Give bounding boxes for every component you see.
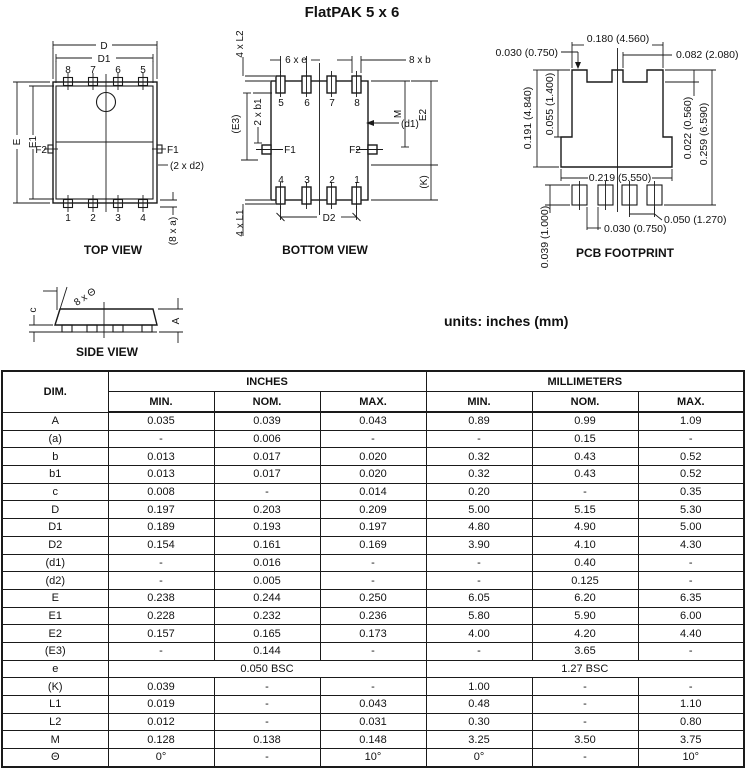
table-row (2, 749, 744, 767)
dim-label-D: D (100, 41, 108, 52)
dim-value-cell: 0.40 (532, 554, 638, 572)
dim-value-cell: 0.019 (108, 696, 214, 714)
dim-value-cell: 0.043 (320, 696, 426, 714)
pin-number: 5 (140, 65, 146, 76)
dim-value-cell: 10° (320, 749, 426, 767)
dim-top-right: 0.082 (2.080) (676, 49, 739, 61)
dim-value-cell: 0.006 (214, 430, 320, 448)
dim-value-cell: 0.99 (532, 412, 638, 430)
dim-label-cell: e (2, 660, 108, 678)
dim-label-cell: D2 (2, 536, 108, 554)
dim-pad-height: 0.039 (1.000) (539, 205, 551, 269)
dim-value-cell: - (108, 554, 214, 572)
table-row (2, 483, 744, 501)
dim-value-cell: 0.197 (320, 519, 426, 537)
dim-value-cell: - (214, 749, 320, 767)
pcb-footprint-diagram (496, 33, 739, 268)
dim-value-cell: 0.20 (426, 483, 532, 501)
side-view-caption: SIDE VIEW (75, 345, 139, 359)
dim-value-cell: 0.020 (320, 448, 426, 466)
dim-value-cell: 1.10 (638, 696, 744, 714)
top-view-caption: TOP VIEW (83, 243, 143, 257)
dim-value-cell: 0.189 (108, 519, 214, 537)
dim-value-cell: 0.32 (426, 448, 532, 466)
bottom-view-bottom-pads (276, 175, 361, 209)
dim-value-cell: 0.125 (532, 572, 638, 590)
dim-label-cell: b1 (2, 466, 108, 484)
header-in-nom: NOM. (214, 392, 320, 413)
dim-value-cell: 1.09 (638, 412, 744, 430)
dim-value-cell: 0.52 (638, 448, 744, 466)
dim-value-cell: 0.020 (320, 466, 426, 484)
side-view-diagram (28, 286, 183, 359)
dim-value-cell: 3.25 (426, 731, 532, 749)
page-title: FlatPAK 5 x 6 (304, 4, 400, 21)
dim-value-cell: 6.05 (426, 589, 532, 607)
dim-value-cell: 0.52 (638, 466, 744, 484)
table-row (2, 430, 744, 448)
dim-label-2xd2: (2 x d2) (170, 161, 204, 172)
dim-value-cell: 3.65 (532, 642, 638, 660)
dim-label-cell: L1 (2, 696, 108, 714)
dim-value-cell: 0.039 (108, 678, 214, 696)
dim-value-cell: 0.138 (214, 731, 320, 749)
dim-value-cell: - (108, 430, 214, 448)
dim-value-cell: 5.00 (426, 501, 532, 519)
dim-value-cell: 0.43 (532, 448, 638, 466)
pin-number: 1 (354, 175, 360, 186)
pin-number: 7 (90, 65, 96, 76)
header-inches: INCHES (108, 371, 426, 392)
pcb-bottom-pads (572, 181, 662, 210)
dim-value-cell: 0.169 (320, 536, 426, 554)
pin-number: 3 (115, 213, 121, 224)
header-mm-nom: NOM. (532, 392, 638, 413)
dim-value-cell: - (426, 642, 532, 660)
pin-number: 8 (354, 98, 360, 109)
table-row (2, 678, 744, 696)
dim-value-cell: - (214, 678, 320, 696)
dim-label-F1: F1 (167, 145, 179, 156)
dim-label-F2: F2 (35, 145, 47, 156)
dim-label-cell: L2 (2, 713, 108, 731)
pin-number: 7 (329, 98, 335, 109)
dim-value-cell: 3.75 (638, 731, 744, 749)
dim-value-cell: 0.48 (426, 696, 532, 714)
dim-label-cell: E1 (2, 607, 108, 625)
dim-value-cell: 0° (426, 749, 532, 767)
table-row (2, 572, 744, 590)
dim-label-D2: D2 (322, 213, 336, 224)
pin-number: 6 (304, 98, 310, 109)
dim-value-cell: 0.043 (320, 412, 426, 430)
dim-label-cell: E (2, 589, 108, 607)
dim-label-c: c (28, 307, 39, 313)
dim-value-cell: 10° (638, 749, 744, 767)
dim-value-cell: - (426, 554, 532, 572)
dim-value-cell: 0.173 (320, 625, 426, 643)
dim-value-cell: 0.012 (108, 713, 214, 731)
dim-pad-gap: 0.030 (0.750) (604, 223, 667, 235)
table-row (2, 607, 744, 625)
dim-label-E: E (12, 138, 23, 146)
dim-value-cell: 4.20 (532, 625, 638, 643)
dim-value-cell: 1.00 (426, 678, 532, 696)
dim-label-A: A (171, 317, 182, 325)
dim-label-D1: D1 (97, 54, 111, 65)
dim-value-cell: 3.90 (426, 536, 532, 554)
pin-number: 8 (65, 65, 71, 76)
dim-label-F1: F1 (284, 145, 296, 156)
dim-value-cell: 0.013 (108, 466, 214, 484)
dim-left-inner: 0.055 (1.400) (544, 72, 556, 136)
dim-value-cell: 0.238 (108, 589, 214, 607)
dim-value-cell: 5.80 (426, 607, 532, 625)
dim-label-8xb: 8 x b (409, 55, 431, 66)
dim-value-cell: 0.039 (214, 412, 320, 430)
pcb-footprint-caption: PCB FOOTPRINT (576, 246, 674, 260)
dim-value-cell: - (532, 749, 638, 767)
dim-value-cell: 0.013 (108, 448, 214, 466)
dim-right-inner: 0.022 (0.560) (682, 96, 694, 160)
dim-value-cell: 0.197 (108, 501, 214, 519)
dim-label-d1: (d1) (401, 119, 419, 130)
dim-value-cell: - (320, 642, 426, 660)
table-header-row-minmax (2, 392, 744, 413)
dim-table-body (2, 412, 744, 767)
dim-value-cell: 0.35 (638, 483, 744, 501)
pin-number: 2 (90, 213, 96, 224)
table-row (2, 448, 744, 466)
table-row (2, 519, 744, 537)
bottom-view-top-pads (276, 71, 361, 109)
dim-label-K: (K) (419, 175, 430, 189)
dim-value-cell: - (638, 572, 744, 590)
dim-value-cell: 4.30 (638, 536, 744, 554)
dim-value-cell: 0.157 (108, 625, 214, 643)
table-row (2, 554, 744, 572)
top-view-diagram (12, 41, 204, 257)
header-in-min: MIN. (108, 392, 214, 413)
units-note: units: inches (mm) (444, 313, 569, 329)
pin-number: 2 (329, 175, 335, 186)
dim-value-cell: 1.27 BSC (426, 660, 744, 678)
table-header-row-groups (2, 371, 744, 392)
header-millimeters: MILLIMETERS (426, 371, 744, 392)
dim-value-cell: 0.30 (426, 713, 532, 731)
dim-label-4xL1: 4 x L1 (235, 209, 246, 237)
dimension-table (1, 370, 745, 768)
dim-value-cell: - (108, 572, 214, 590)
dim-value-cell: 0.165 (214, 625, 320, 643)
dim-value-cell: 0.161 (214, 536, 320, 554)
dim-value-cell: - (320, 554, 426, 572)
dim-value-cell: - (638, 554, 744, 572)
table-row (2, 412, 744, 430)
pin-number: 6 (115, 65, 121, 76)
dim-value-cell: 0.035 (108, 412, 214, 430)
dim-value-cell: 3.50 (532, 731, 638, 749)
dim-value-cell: 4.80 (426, 519, 532, 537)
dim-value-cell: 5.00 (638, 519, 744, 537)
dim-value-cell: - (320, 430, 426, 448)
dim-value-cell: 0.80 (638, 713, 744, 731)
dim-label-8xa: (8 x a) (168, 216, 179, 246)
table-row (2, 501, 744, 519)
dim-value-cell: 5.15 (532, 501, 638, 519)
table-row (2, 536, 744, 554)
dim-value-cell: - (638, 642, 744, 660)
dim-value-cell: 0.15 (532, 430, 638, 448)
dim-mid-width: 0.219 (5.550) (588, 172, 652, 184)
dim-value-cell: 0.32 (426, 466, 532, 484)
dim-value-cell: - (638, 430, 744, 448)
dim-value-cell: 0.193 (214, 519, 320, 537)
dim-value-cell: 0.014 (320, 483, 426, 501)
dim-value-cell: 0.154 (108, 536, 214, 554)
table-row (2, 642, 744, 660)
dim-label-cell: (d1) (2, 554, 108, 572)
table-row (2, 713, 744, 731)
dim-value-cell: 0.144 (214, 642, 320, 660)
dim-pad-pitch: 0.050 (1.270) (664, 214, 727, 226)
dim-value-cell: 0.128 (108, 731, 214, 749)
bottom-view-caption: BOTTOM VIEW (282, 243, 368, 257)
dim-value-cell: - (532, 713, 638, 731)
dim-value-cell: 0.209 (320, 501, 426, 519)
dim-value-cell: - (532, 678, 638, 696)
dim-value-cell: 0.43 (532, 466, 638, 484)
dim-value-cell: 0.236 (320, 607, 426, 625)
dim-label-M: M (393, 109, 404, 119)
dim-value-cell: - (426, 430, 532, 448)
dim-value-cell: - (214, 696, 320, 714)
dim-label-E1: E1 (28, 135, 39, 149)
dim-value-cell: 0.228 (108, 607, 214, 625)
dim-label-2xb1: 2 x b1 (253, 98, 264, 126)
dim-value-cell: 0.017 (214, 466, 320, 484)
header-mm-max: MAX. (638, 392, 744, 413)
table-row (2, 589, 744, 607)
dim-value-cell: 6.20 (532, 589, 638, 607)
dim-value-cell: 5.30 (638, 501, 744, 519)
side-view-pins (62, 325, 152, 332)
table-row (2, 625, 744, 643)
table-row (2, 731, 744, 749)
pin-number: 1 (65, 213, 71, 224)
dim-label-F2: F2 (349, 145, 361, 156)
header-mm-min: MIN. (426, 392, 532, 413)
dim-value-cell: - (320, 572, 426, 590)
dim-value-cell: 0.89 (426, 412, 532, 430)
dim-value-cell: - (214, 713, 320, 731)
dim-value-cell: 0.244 (214, 589, 320, 607)
dim-label-cell: A (2, 412, 108, 430)
dim-value-cell: 0.148 (320, 731, 426, 749)
dim-label-cell: D1 (2, 519, 108, 537)
dim-label-theta: 8 x Θ (72, 286, 99, 309)
dim-label-cell: (d2) (2, 572, 108, 590)
dim-right-outer: 0.259 (6.590) (698, 102, 710, 166)
dim-value-cell: 0.050 BSC (108, 660, 426, 678)
dim-label-cell: D (2, 501, 108, 519)
dim-label-E3: (E3) (231, 114, 242, 134)
dim-value-cell: 0.005 (214, 572, 320, 590)
dim-value-cell: 0.016 (214, 554, 320, 572)
table-row (2, 466, 744, 484)
dim-value-cell: - (532, 696, 638, 714)
pin-number: 4 (278, 175, 284, 186)
dim-label-cell: b (2, 448, 108, 466)
dim-value-cell: - (108, 642, 214, 660)
dim-value-cell: 0.250 (320, 589, 426, 607)
package-drawing (0, 0, 746, 366)
dim-value-cell: 0.031 (320, 713, 426, 731)
dim-left-outer: 0.191 (4.840) (522, 86, 534, 150)
header-dim: DIM. (2, 371, 108, 412)
dim-value-cell: 4.90 (532, 519, 638, 537)
pin-number: 3 (304, 175, 310, 186)
dim-value-cell: - (532, 483, 638, 501)
dim-label-cell: (a) (2, 430, 108, 448)
dim-value-cell: - (214, 483, 320, 501)
dim-value-cell: - (320, 678, 426, 696)
bottom-view-diagram (231, 30, 438, 257)
dim-value-cell: 0.008 (108, 483, 214, 501)
dim-label-cell: (E3) (2, 642, 108, 660)
dim-value-cell: 4.10 (532, 536, 638, 554)
dim-value-cell: 5.90 (532, 607, 638, 625)
dim-value-cell: 0.203 (214, 501, 320, 519)
dim-value-cell: 6.00 (638, 607, 744, 625)
dim-label-4xL2: 4 x L2 (235, 30, 246, 58)
dim-value-cell: - (638, 678, 744, 696)
dim-value-cell: 4.00 (426, 625, 532, 643)
dim-value-cell: 4.40 (638, 625, 744, 643)
dim-label-cell: c (2, 483, 108, 501)
dim-label-E2: E2 (418, 108, 429, 122)
dim-label-6xe: 6 x e (285, 55, 307, 66)
dim-value-cell: 0° (108, 749, 214, 767)
pin-number: 4 (140, 213, 146, 224)
header-in-max: MAX. (320, 392, 426, 413)
dim-label-cell: M (2, 731, 108, 749)
dim-top-left: 0.030 (0.750) (495, 47, 558, 59)
dim-top-width: 0.180 (4.560) (586, 33, 650, 45)
dim-value-cell: 0.232 (214, 607, 320, 625)
dim-value-cell: - (426, 572, 532, 590)
pin-number: 5 (278, 98, 284, 109)
dim-label-cell: (K) (2, 678, 108, 696)
dim-value-cell: 0.017 (214, 448, 320, 466)
table-row (2, 696, 744, 714)
dim-label-cell: E2 (2, 625, 108, 643)
dim-label-cell: Θ (2, 749, 108, 767)
dim-value-cell: 6.35 (638, 589, 744, 607)
table-row (2, 660, 744, 678)
